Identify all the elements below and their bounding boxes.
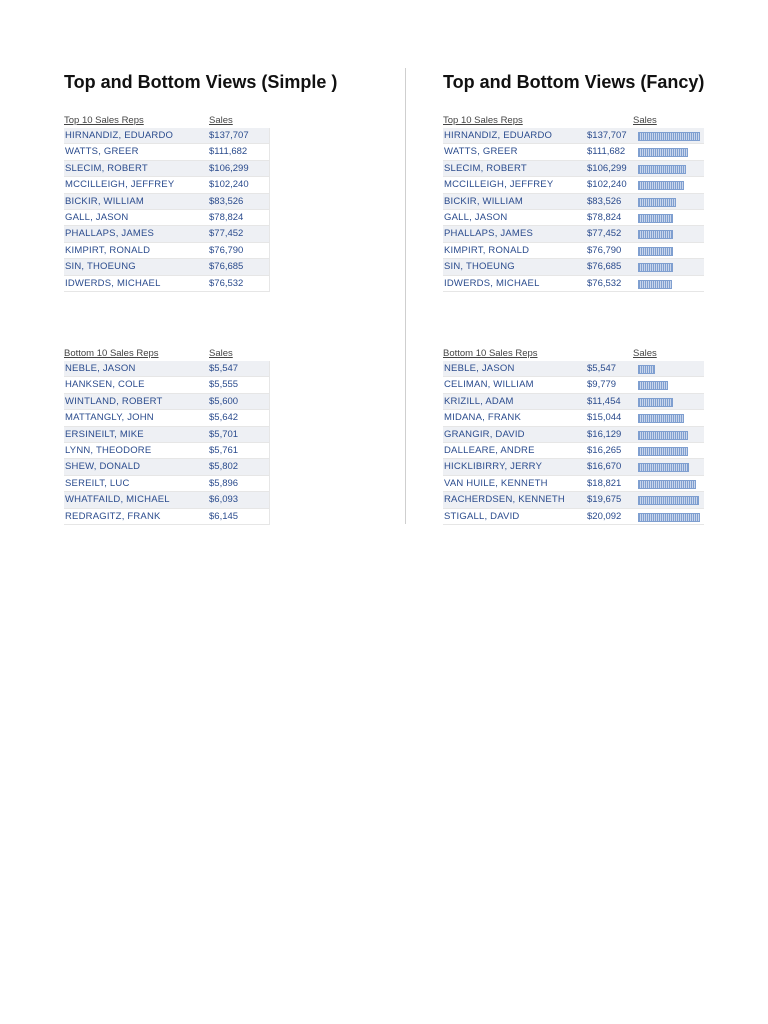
sales-value: $5,547 (209, 363, 239, 374)
table-row (64, 443, 269, 459)
rep-name: WATTS, GREER (65, 146, 139, 158)
table-row (64, 226, 269, 242)
rep-name: IDWERDS, MICHAEL (65, 277, 161, 289)
table-row (443, 276, 704, 292)
sales-bar (638, 247, 673, 256)
header-sales: Sales (209, 115, 233, 126)
sales-value: $76,790 (587, 244, 622, 256)
sales-bar (638, 181, 684, 190)
rep-name: WHATFAILD, MICHAEL (65, 494, 170, 506)
table-row (64, 492, 269, 508)
table-row (443, 361, 704, 377)
rep-name: CELIMAN, WILLIAM (444, 379, 534, 391)
sales-bar (638, 280, 672, 289)
rep-name: PHALLAPS, JAMES (444, 228, 534, 240)
column-divider (405, 68, 406, 524)
sales-value: $76,790 (209, 244, 244, 256)
table-header (64, 346, 270, 361)
table-row (443, 443, 704, 459)
table-row (443, 377, 704, 393)
table-body (64, 128, 270, 292)
rep-name: HANKSEN, COLE (65, 379, 145, 391)
table-row (443, 492, 704, 508)
fancy-top10-table (443, 113, 704, 292)
header-name: Top 10 Sales Reps (64, 115, 144, 126)
table-row (64, 459, 269, 475)
sales-value: $5,761 (209, 444, 239, 456)
sales-bar (638, 431, 688, 440)
table-row (443, 427, 704, 443)
sales-bar (638, 447, 688, 456)
rep-name: REDRAGITZ, FRANK (65, 510, 161, 522)
fancy-bottom10-table (443, 346, 704, 525)
sales-value: $83,526 (587, 195, 622, 207)
header-name: Top 10 Sales Reps (443, 115, 523, 126)
sales-value: $16,265 (587, 444, 622, 456)
sales-value: $5,701 (209, 428, 239, 440)
table-row (443, 128, 704, 144)
sales-value: $5,802 (209, 461, 239, 473)
sales-bar (638, 513, 700, 522)
rep-name: WINTLAND, ROBERT (65, 395, 163, 407)
table-row (443, 144, 704, 160)
rep-name: MATTANGLY, JOHN (65, 412, 154, 424)
header-sales: Sales (209, 348, 233, 359)
sales-value: $83,526 (209, 195, 244, 207)
sales-value: $15,044 (587, 412, 622, 424)
table-row (443, 476, 704, 492)
rep-name: GRANGIR, DAVID (444, 428, 525, 440)
table-row (443, 459, 704, 475)
rep-name: IDWERDS, MICHAEL (444, 277, 540, 289)
rep-name: MIDANA, FRANK (444, 412, 522, 424)
sales-value: $5,896 (209, 477, 239, 489)
rep-name: SHEW, DONALD (65, 461, 141, 473)
table-row (64, 394, 269, 410)
sales-value: $76,685 (587, 261, 622, 273)
sales-value: $5,642 (209, 412, 239, 424)
sales-value: $6,093 (209, 494, 239, 506)
sales-value: $18,821 (587, 477, 622, 489)
sales-bar (638, 496, 699, 505)
sales-bar (638, 463, 689, 472)
sales-bar (638, 365, 655, 374)
sales-bar (638, 165, 686, 174)
sales-value: $78,824 (209, 211, 244, 223)
table-row (64, 276, 269, 292)
rep-name: RACHERDSEN, KENNETH (444, 494, 565, 506)
sales-value: $77,452 (587, 228, 622, 240)
table-row (64, 509, 269, 525)
sales-bar (638, 214, 673, 223)
rep-name: NEBLE, JASON (65, 363, 136, 374)
sales-value: $102,240 (209, 179, 249, 191)
rep-name: PHALLAPS, JAMES (65, 228, 155, 240)
sales-value: $137,707 (587, 130, 627, 141)
table-header (443, 113, 704, 128)
rep-name: SLECIM, ROBERT (65, 162, 148, 174)
rep-name: SIN, THOEUNG (65, 261, 136, 273)
table-body (64, 361, 270, 525)
rep-name: MCCILLEIGH, JEFFREY (444, 179, 554, 191)
table-row (443, 210, 704, 226)
sales-value: $76,685 (209, 261, 244, 273)
table-row (64, 128, 269, 144)
simple-view-title: Top and Bottom Views (Simple ) (64, 72, 338, 92)
rep-name: KIMPIRT, RONALD (65, 244, 151, 256)
sales-value: $11,454 (587, 395, 621, 407)
simple-top10-table (64, 113, 270, 292)
table-row (443, 410, 704, 426)
sales-value: $111,682 (209, 146, 248, 158)
table-row (443, 226, 704, 242)
rep-name: HIRNANDIZ, EDUARDO (444, 130, 553, 141)
table-row (64, 476, 269, 492)
sales-value: $102,240 (587, 179, 627, 191)
simple-bottom10-table (64, 346, 270, 525)
rep-name: KRIZILL, ADAM (444, 395, 514, 407)
header-sales: Sales (633, 115, 657, 126)
table-row (443, 161, 704, 177)
sales-value: $5,555 (209, 379, 239, 391)
rep-name: BICKIR, WILLIAM (65, 195, 145, 207)
header-name: Bottom 10 Sales Reps (443, 348, 538, 359)
rep-name: HICKLIBIRRY, JERRY (444, 461, 543, 473)
sales-value: $76,532 (587, 277, 622, 289)
table-row (64, 210, 269, 226)
sales-value: $9,779 (587, 379, 617, 391)
table-row (64, 177, 269, 193)
fancy-view-title: Top and Bottom Views (Fancy) (443, 72, 705, 92)
rep-name: ERSINEILT, MIKE (65, 428, 144, 440)
table-row (443, 194, 704, 210)
table-row (64, 361, 269, 377)
sales-bar (638, 398, 673, 407)
rep-name: DALLEARE, ANDRE (444, 444, 535, 456)
table-row (443, 243, 704, 259)
sales-value: $5,600 (209, 395, 239, 407)
sales-value: $6,145 (209, 510, 239, 522)
table-row (64, 259, 269, 275)
rep-name: STIGALL, DAVID (444, 510, 520, 522)
rep-name: SLECIM, ROBERT (444, 162, 527, 174)
table-row (443, 259, 704, 275)
rep-name: WATTS, GREER (444, 146, 518, 158)
sales-bar (638, 381, 668, 390)
table-body (443, 361, 704, 525)
sales-value: $16,129 (587, 428, 622, 440)
rep-name: SEREILT, LUC (65, 477, 130, 489)
table-row (64, 410, 269, 426)
sales-value: $16,670 (587, 461, 622, 473)
table-header (443, 346, 704, 361)
sales-value: $76,532 (209, 277, 244, 289)
table-row (443, 177, 704, 193)
table-row (64, 144, 269, 160)
sales-value: $19,675 (587, 494, 622, 506)
table-row (64, 243, 269, 259)
header-name: Bottom 10 Sales Reps (64, 348, 159, 359)
table-row (64, 427, 269, 443)
rep-name: MCCILLEIGH, JEFFREY (65, 179, 175, 191)
table-body (443, 128, 704, 292)
table-row (443, 394, 704, 410)
header-sales: Sales (633, 348, 657, 359)
rep-name: HIRNANDIZ, EDUARDO (65, 130, 174, 141)
sales-bar (638, 414, 684, 423)
rep-name: LYNN, THEODORE (65, 444, 152, 456)
rep-name: NEBLE, JASON (444, 363, 515, 374)
sales-bar (638, 480, 696, 489)
sales-bar (638, 230, 673, 239)
sales-value: $5,547 (587, 363, 617, 374)
table-row (64, 377, 269, 393)
sales-bar (638, 263, 673, 272)
rep-name: GALL, JASON (65, 211, 129, 223)
rep-name: KIMPIRT, RONALD (444, 244, 530, 256)
sales-bar (638, 148, 688, 157)
sales-value: $78,824 (587, 211, 622, 223)
sales-bar (638, 198, 676, 207)
sales-value: $111,682 (587, 146, 626, 158)
table-row (64, 194, 269, 210)
sales-value: $106,299 (587, 162, 627, 174)
sales-value: $137,707 (209, 130, 249, 141)
sales-value: $106,299 (209, 162, 249, 174)
table-header (64, 113, 270, 128)
rep-name: SIN, THOEUNG (444, 261, 515, 273)
table-row (64, 161, 269, 177)
sales-bar (638, 132, 700, 141)
sales-value: $77,452 (209, 228, 244, 240)
rep-name: GALL, JASON (444, 211, 508, 223)
rep-name: VAN HUILE, KENNETH (444, 477, 548, 489)
rep-name: BICKIR, WILLIAM (444, 195, 524, 207)
sales-value: $20,092 (587, 510, 622, 522)
table-row (443, 509, 704, 525)
